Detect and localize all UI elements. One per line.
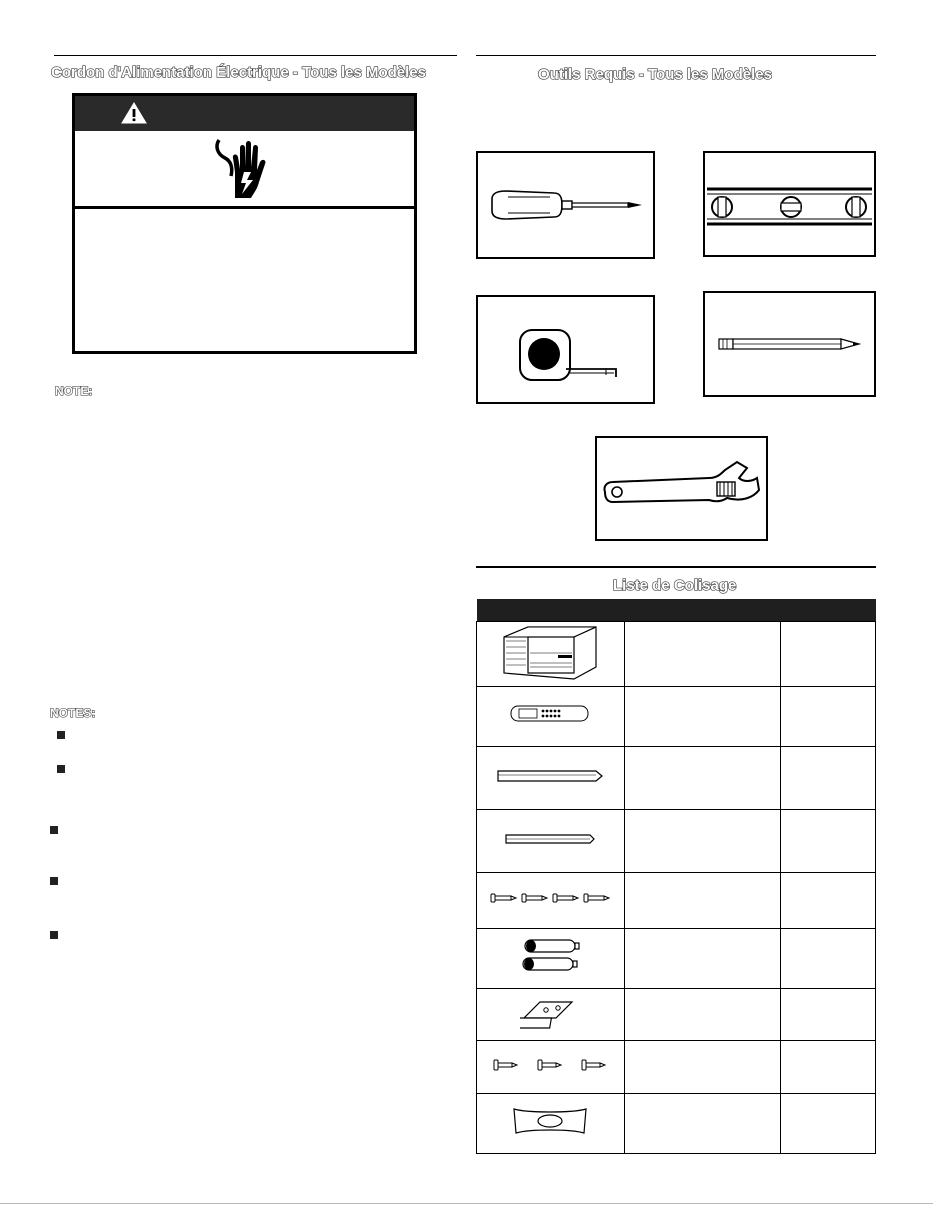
pencil-panel [703, 291, 876, 397]
level-panel [703, 151, 876, 257]
tape-measure-panel [476, 295, 655, 404]
remote-control-icon [510, 704, 590, 724]
tools-heading: Outils Requis - Tous les Modèles [538, 66, 772, 83]
table-row [477, 873, 876, 929]
electrical-shock-hand-icon [211, 136, 271, 200]
foam-seal-icon [508, 1105, 592, 1137]
note-label: NOTE: [55, 384, 93, 398]
table-row [477, 989, 876, 1041]
adjustable-wrench-icon [597, 438, 766, 539]
screws-4-icon [488, 891, 612, 905]
notes-label: NOTES: [50, 706, 96, 720]
tape-measure-icon [478, 297, 653, 402]
packing-top-rule [476, 566, 876, 568]
batteries-icon [515, 936, 585, 976]
table-row [477, 747, 876, 810]
screwdriver-panel [476, 151, 655, 259]
notes-bullet-2 [57, 765, 65, 773]
table-row [477, 622, 876, 687]
screwdriver-icon [478, 153, 653, 257]
table-row [477, 1094, 876, 1154]
pencil-icon [705, 293, 874, 395]
warning-header-bar [75, 96, 414, 131]
angle-bracket-icon [520, 992, 580, 1032]
notes-bullet-5 [50, 931, 58, 939]
right-top-rule [476, 55, 876, 56]
table-row [477, 929, 876, 989]
warning-triangle-icon [121, 102, 147, 124]
packing-list-table [476, 599, 876, 1154]
screws-3-icon [490, 1058, 610, 1072]
notes-bullet-3 [50, 826, 58, 834]
wrench-panel [595, 436, 768, 541]
power-cord-heading: Cordon d'Alimentation Électrique - Tous les Modèles [51, 64, 426, 81]
warning-separator [75, 206, 414, 209]
packing-table-header [477, 599, 876, 622]
side-curtain-rail-icon [494, 765, 606, 787]
packing-list-heading: Liste de Colisage [613, 577, 737, 594]
notes-bullet-4 [50, 877, 58, 885]
level-icon [705, 153, 874, 255]
air-conditioner-icon [498, 623, 602, 681]
table-row [477, 810, 876, 873]
page-bottom-rule [0, 1203, 933, 1204]
side-curtain-rail-icon [502, 829, 598, 849]
table-row [477, 1041, 876, 1094]
warning-box [72, 93, 417, 354]
left-top-rule [54, 55, 457, 56]
notes-bullet-1 [57, 731, 65, 739]
table-row [477, 687, 876, 747]
